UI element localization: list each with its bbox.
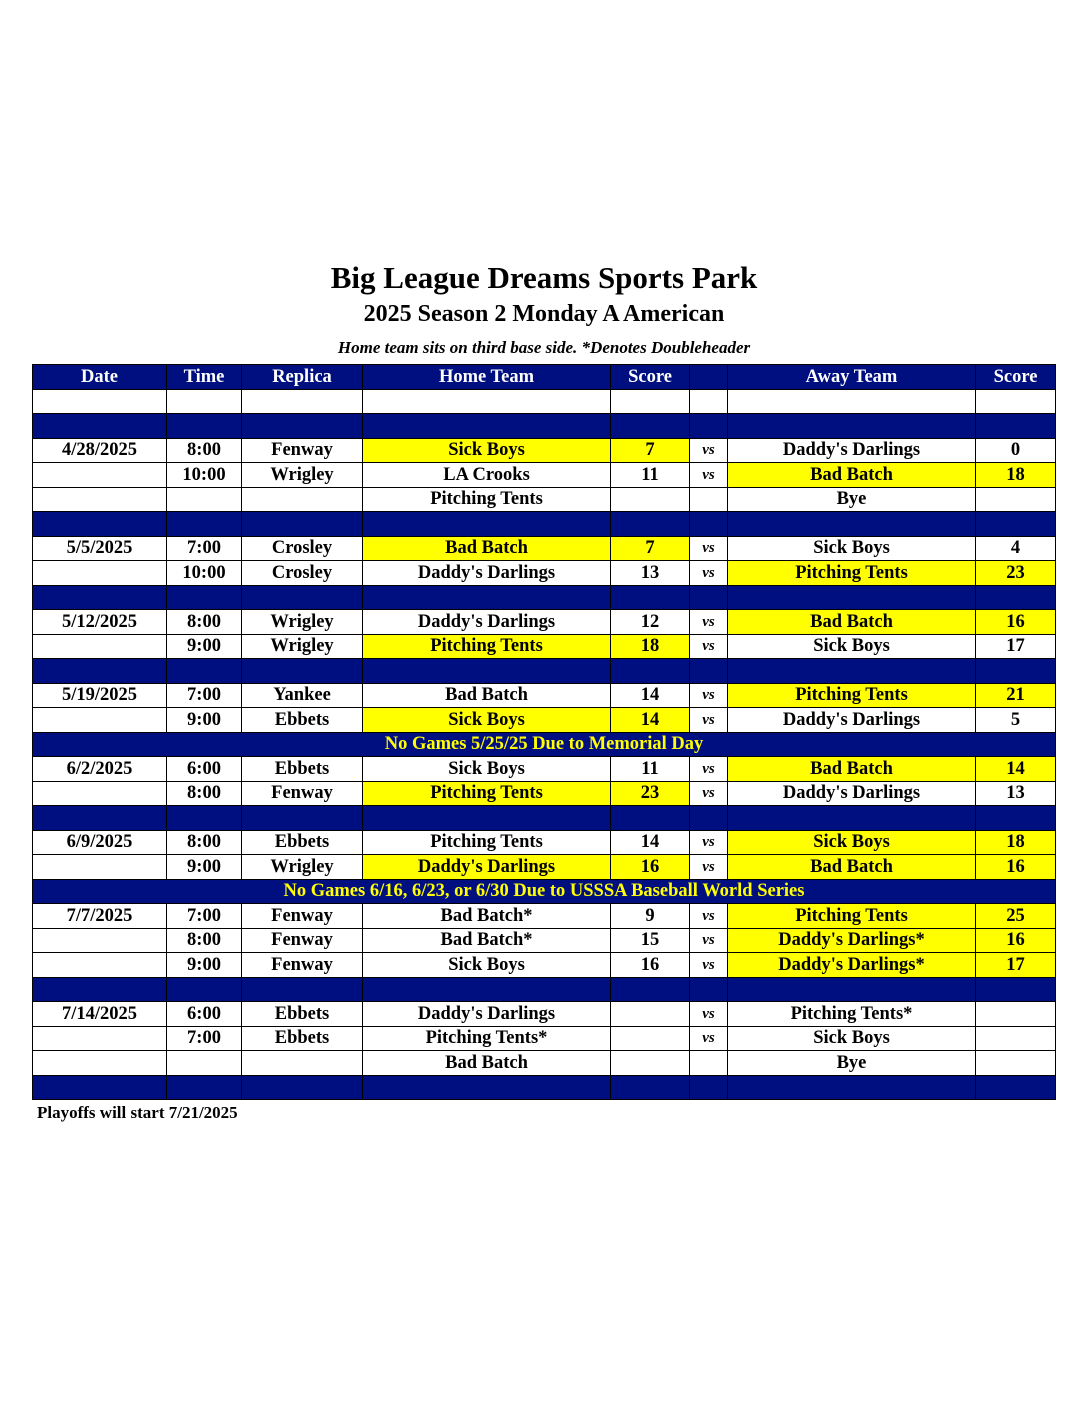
- game-date: [33, 487, 167, 512]
- game-date: [33, 389, 167, 414]
- col-header-replica: Replica: [242, 365, 363, 390]
- game-time: [167, 389, 242, 414]
- vs-label: vs: [690, 536, 728, 561]
- game-time: [167, 977, 242, 1002]
- game-time: 6:00: [167, 1002, 242, 1027]
- home-team: [363, 512, 611, 537]
- game-time: 8:00: [167, 438, 242, 463]
- away-team: [728, 1075, 976, 1100]
- separator-row: [33, 806, 1056, 831]
- home-score: 16: [611, 855, 690, 880]
- game-row: [33, 928, 1056, 953]
- game-time: 7:00: [167, 1026, 242, 1051]
- away-score: [976, 1051, 1056, 1076]
- home-team: Pitching Tents: [363, 634, 611, 659]
- home-team: [363, 389, 611, 414]
- home-team: Daddy's Darlings: [363, 561, 611, 586]
- away-score: 16: [976, 928, 1056, 953]
- game-time: [167, 659, 242, 684]
- home-score: [611, 487, 690, 512]
- game-date: 7/7/2025: [33, 904, 167, 929]
- game-row: [33, 855, 1056, 880]
- game-row: [33, 634, 1056, 659]
- home-team: Daddy's Darlings: [363, 1002, 611, 1027]
- away-score: [976, 487, 1056, 512]
- vs-label: vs: [690, 830, 728, 855]
- vs-label: [690, 414, 728, 439]
- col-header-time: Time: [167, 365, 242, 390]
- away-score: 21: [976, 683, 1056, 708]
- game-date: 6/2/2025: [33, 757, 167, 782]
- away-score: [976, 512, 1056, 537]
- home-team: Pitching Tents: [363, 487, 611, 512]
- game-date: [33, 977, 167, 1002]
- home-team: Bad Batch*: [363, 928, 611, 953]
- field-replica: Wrigley: [242, 463, 363, 488]
- home-score: 7: [611, 536, 690, 561]
- vs-label: [690, 512, 728, 537]
- game-time: 8:00: [167, 781, 242, 806]
- away-team: Bad Batch: [728, 757, 976, 782]
- away-team: [728, 389, 976, 414]
- home-score: 11: [611, 757, 690, 782]
- field-replica: [242, 414, 363, 439]
- field-replica: Fenway: [242, 953, 363, 978]
- away-team: [728, 414, 976, 439]
- away-score: 14: [976, 757, 1056, 782]
- away-score: [976, 977, 1056, 1002]
- away-team: Bad Batch: [728, 610, 976, 635]
- header-row: [33, 365, 1056, 390]
- home-score: 14: [611, 708, 690, 733]
- game-time: 8:00: [167, 928, 242, 953]
- away-team: Pitching Tents*: [728, 1002, 976, 1027]
- home-team: LA Crooks: [363, 463, 611, 488]
- field-replica: [242, 1051, 363, 1076]
- away-score: 4: [976, 536, 1056, 561]
- game-date: [33, 659, 167, 684]
- away-score: 16: [976, 610, 1056, 635]
- game-row: [33, 904, 1056, 929]
- separator-row: [33, 512, 1056, 537]
- field-replica: [242, 585, 363, 610]
- game-time: 7:00: [167, 683, 242, 708]
- home-team: Daddy's Darlings: [363, 610, 611, 635]
- col-header-vs: [690, 365, 728, 390]
- schedule-note-row: [33, 879, 1056, 904]
- vs-label: vs: [690, 708, 728, 733]
- game-date: [33, 781, 167, 806]
- away-team: Bad Batch: [728, 463, 976, 488]
- game-row: [33, 463, 1056, 488]
- away-score: [976, 585, 1056, 610]
- game-date: [33, 463, 167, 488]
- vs-label: vs: [690, 1002, 728, 1027]
- vs-label: vs: [690, 757, 728, 782]
- game-date: [33, 708, 167, 733]
- away-team: [728, 977, 976, 1002]
- away-team: Daddy's Darlings: [728, 781, 976, 806]
- away-team: Sick Boys: [728, 634, 976, 659]
- away-score: [976, 1075, 1056, 1100]
- game-date: 5/19/2025: [33, 683, 167, 708]
- field-replica: Ebbets: [242, 757, 363, 782]
- vs-label: vs: [690, 561, 728, 586]
- game-row: [33, 1051, 1056, 1076]
- game-time: 9:00: [167, 953, 242, 978]
- field-replica: Fenway: [242, 438, 363, 463]
- away-team: Sick Boys: [728, 1026, 976, 1051]
- schedule-table: [32, 364, 1056, 1100]
- away-score: [976, 1002, 1056, 1027]
- vs-label: [690, 585, 728, 610]
- separator-row: [33, 414, 1056, 439]
- game-date: [33, 1026, 167, 1051]
- game-time: [167, 487, 242, 512]
- vs-label: vs: [690, 634, 728, 659]
- game-date: [33, 561, 167, 586]
- away-score: [976, 1026, 1056, 1051]
- vs-label: [690, 1075, 728, 1100]
- home-team: Bad Batch: [363, 683, 611, 708]
- away-team: Pitching Tents: [728, 561, 976, 586]
- game-row: [33, 1026, 1056, 1051]
- vs-label: vs: [690, 904, 728, 929]
- field-replica: Fenway: [242, 781, 363, 806]
- away-team: [728, 585, 976, 610]
- away-score: 5: [976, 708, 1056, 733]
- schedule-note-row: [33, 732, 1056, 757]
- away-team: Sick Boys: [728, 830, 976, 855]
- vs-label: vs: [690, 438, 728, 463]
- away-score: 23: [976, 561, 1056, 586]
- home-score: 11: [611, 463, 690, 488]
- home-team: [363, 659, 611, 684]
- away-score: [976, 806, 1056, 831]
- home-score: [611, 585, 690, 610]
- game-date: [33, 806, 167, 831]
- game-time: [167, 1051, 242, 1076]
- home-score: [611, 414, 690, 439]
- home-team: Sick Boys: [363, 438, 611, 463]
- game-time: [167, 414, 242, 439]
- field-replica: Wrigley: [242, 855, 363, 880]
- vs-label: [690, 389, 728, 414]
- field-replica: Yankee: [242, 683, 363, 708]
- home-score: 15: [611, 928, 690, 953]
- home-score: 12: [611, 610, 690, 635]
- col-header-home-score: Score: [611, 365, 690, 390]
- game-date: [33, 585, 167, 610]
- home-score: [611, 512, 690, 537]
- home-score: 18: [611, 634, 690, 659]
- away-score: [976, 389, 1056, 414]
- game-time: 9:00: [167, 634, 242, 659]
- home-score: [611, 389, 690, 414]
- away-score: [976, 414, 1056, 439]
- away-team: Pitching Tents: [728, 904, 976, 929]
- separator-row: [33, 1075, 1056, 1100]
- game-row: [33, 781, 1056, 806]
- away-score: 16: [976, 855, 1056, 880]
- home-score: 16: [611, 953, 690, 978]
- home-team: Bad Batch*: [363, 904, 611, 929]
- vs-label: vs: [690, 855, 728, 880]
- game-date: [33, 1051, 167, 1076]
- field-replica: Ebbets: [242, 1002, 363, 1027]
- away-score: [976, 659, 1056, 684]
- home-score: [611, 806, 690, 831]
- game-date: [33, 512, 167, 537]
- col-header-home-team: Home Team: [363, 365, 611, 390]
- home-score: 14: [611, 683, 690, 708]
- game-time: 9:00: [167, 855, 242, 880]
- field-replica: Wrigley: [242, 610, 363, 635]
- field-replica: [242, 659, 363, 684]
- home-team: Pitching Tents: [363, 830, 611, 855]
- away-score: 18: [976, 463, 1056, 488]
- game-time: [167, 806, 242, 831]
- vs-label: [690, 806, 728, 831]
- vs-label: vs: [690, 683, 728, 708]
- game-time: [167, 585, 242, 610]
- game-date: [33, 414, 167, 439]
- home-team: Daddy's Darlings: [363, 855, 611, 880]
- field-replica: Ebbets: [242, 708, 363, 733]
- game-date: [33, 1075, 167, 1100]
- away-team: Daddy's Darlings*: [728, 928, 976, 953]
- vs-label: vs: [690, 610, 728, 635]
- game-date: 5/12/2025: [33, 610, 167, 635]
- home-team: [363, 585, 611, 610]
- away-team: [728, 806, 976, 831]
- field-replica: Ebbets: [242, 830, 363, 855]
- game-row: [33, 757, 1056, 782]
- away-score: 18: [976, 830, 1056, 855]
- game-row: [33, 536, 1056, 561]
- away-score: 17: [976, 953, 1056, 978]
- blank-row: [33, 389, 1056, 414]
- vs-label: [690, 977, 728, 1002]
- home-score: 13: [611, 561, 690, 586]
- col-header-away-team: Away Team: [728, 365, 976, 390]
- home-score: [611, 659, 690, 684]
- field-replica: Fenway: [242, 928, 363, 953]
- game-time: [167, 1075, 242, 1100]
- game-row: [33, 610, 1056, 635]
- away-team: Sick Boys: [728, 536, 976, 561]
- game-time: 6:00: [167, 757, 242, 782]
- vs-label: [690, 659, 728, 684]
- away-team: Bye: [728, 487, 976, 512]
- field-replica: Wrigley: [242, 634, 363, 659]
- game-time: 9:00: [167, 708, 242, 733]
- home-score: [611, 977, 690, 1002]
- home-team: Sick Boys: [363, 757, 611, 782]
- vs-label: vs: [690, 953, 728, 978]
- game-row: [33, 683, 1056, 708]
- home-team: Pitching Tents*: [363, 1026, 611, 1051]
- field-replica: [242, 806, 363, 831]
- home-team: Sick Boys: [363, 953, 611, 978]
- vs-label: vs: [690, 1026, 728, 1051]
- away-score: 17: [976, 634, 1056, 659]
- no-games-notice: No Games 6/16, 6/23, or 6/30 Due to USSSA Baseball World Series: [33, 879, 1056, 904]
- vs-label: vs: [690, 463, 728, 488]
- away-team: Bad Batch: [728, 855, 976, 880]
- game-time: 7:00: [167, 536, 242, 561]
- away-score: 0: [976, 438, 1056, 463]
- home-team: Sick Boys: [363, 708, 611, 733]
- game-date: 4/28/2025: [33, 438, 167, 463]
- away-team: Bye: [728, 1051, 976, 1076]
- away-score: 25: [976, 904, 1056, 929]
- field-replica: [242, 487, 363, 512]
- home-team: [363, 1075, 611, 1100]
- field-replica: [242, 389, 363, 414]
- game-time: 10:00: [167, 463, 242, 488]
- field-replica: [242, 977, 363, 1002]
- game-time: [167, 512, 242, 537]
- separator-row: [33, 585, 1056, 610]
- away-team: Daddy's Darlings: [728, 438, 976, 463]
- separator-row: [33, 659, 1056, 684]
- game-row: [33, 1002, 1056, 1027]
- vs-label: [690, 1051, 728, 1076]
- playoffs-note: Playoffs will start 7/21/2025: [37, 1103, 238, 1122]
- home-team: [363, 806, 611, 831]
- vs-label: [690, 487, 728, 512]
- home-score: 14: [611, 830, 690, 855]
- game-row: [33, 953, 1056, 978]
- away-score: 13: [976, 781, 1056, 806]
- home-score: [611, 1002, 690, 1027]
- game-row: [33, 438, 1056, 463]
- away-team: [728, 659, 976, 684]
- game-date: 6/9/2025: [33, 830, 167, 855]
- game-time: 8:00: [167, 610, 242, 635]
- home-score: [611, 1026, 690, 1051]
- field-replica: Fenway: [242, 904, 363, 929]
- away-team: Pitching Tents: [728, 683, 976, 708]
- no-games-notice: No Games 5/25/25 Due to Memorial Day: [33, 732, 1056, 757]
- col-header-date: Date: [33, 365, 167, 390]
- game-row: [33, 708, 1056, 733]
- home-score: 23: [611, 781, 690, 806]
- home-score: [611, 1051, 690, 1076]
- home-team: Bad Batch: [363, 536, 611, 561]
- away-team: Daddy's Darlings*: [728, 953, 976, 978]
- game-time: 10:00: [167, 561, 242, 586]
- vs-label: vs: [690, 781, 728, 806]
- home-team: Bad Batch: [363, 1051, 611, 1076]
- game-row: [33, 561, 1056, 586]
- home-score: 9: [611, 904, 690, 929]
- home-team: [363, 977, 611, 1002]
- home-score: 7: [611, 438, 690, 463]
- schedule-body: [33, 389, 1056, 1100]
- vs-label: vs: [690, 928, 728, 953]
- away-team: Daddy's Darlings: [728, 708, 976, 733]
- field-replica: Crosley: [242, 561, 363, 586]
- field-replica: [242, 1075, 363, 1100]
- schedule-note: Home team sits on third base side. *Denotes Doubleheader: [337, 338, 751, 357]
- game-date: 5/5/2025: [33, 536, 167, 561]
- game-date: [33, 953, 167, 978]
- game-date: [33, 928, 167, 953]
- game-row: [33, 830, 1056, 855]
- col-header-away-score: Score: [976, 365, 1056, 390]
- game-row: [33, 487, 1056, 512]
- game-time: 8:00: [167, 830, 242, 855]
- home-team: [363, 414, 611, 439]
- page-title: Big League Dreams Sports Park: [330, 260, 758, 295]
- home-score: [611, 1075, 690, 1100]
- game-date: [33, 634, 167, 659]
- home-team: Pitching Tents: [363, 781, 611, 806]
- game-time: 7:00: [167, 904, 242, 929]
- page-subtitle: 2025 Season 2 Monday A American: [363, 301, 725, 327]
- separator-row: [33, 977, 1056, 1002]
- field-replica: Crosley: [242, 536, 363, 561]
- away-team: [728, 512, 976, 537]
- game-date: 7/14/2025: [33, 1002, 167, 1027]
- game-date: [33, 855, 167, 880]
- field-replica: [242, 512, 363, 537]
- field-replica: Ebbets: [242, 1026, 363, 1051]
